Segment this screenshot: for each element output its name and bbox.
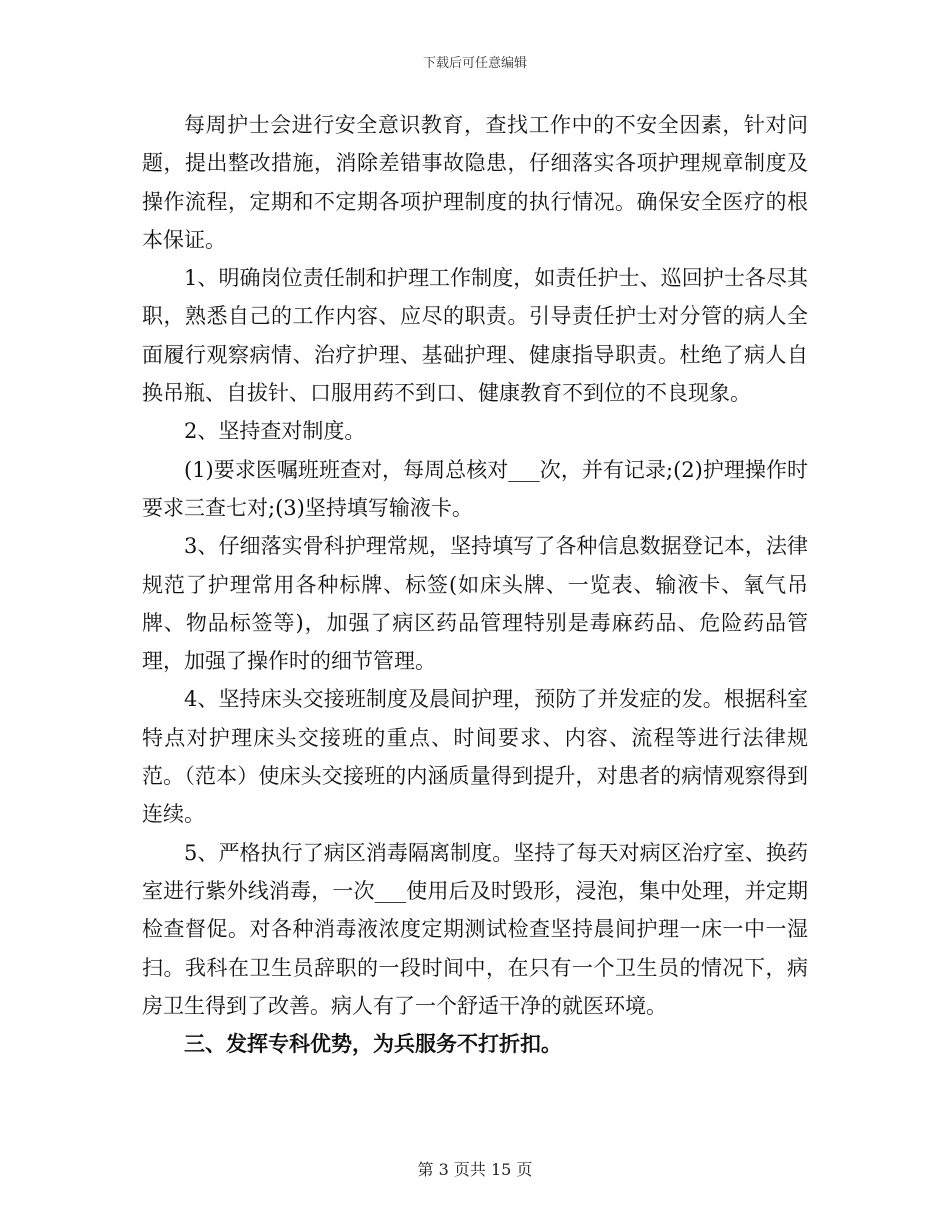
paragraph-item-4: 4、坚持床头交接班制度及晨间护理，预防了并发症的发。根据科室特点对护理床头交接班的重点、时间要求、内容、流程等进行法律规范。（范本）使床头交接班的内涵质量得到提升，对患者的病情观察得到连续。 [142, 687, 808, 827]
document-body [142, 106, 808, 1063]
page-footer: 第 3 页共 15 页 [417, 1160, 533, 1179]
paragraph-item-3: 3、仔细落实骨科护理常规，坚持填写了各种信息数据登记本，法律规范了护理常用各种标牌、标签(如床头牌、一览表、输液卡、氧气吊牌、物品标签等)，加强了病区药品管理特别是毒麻药品、危险药品管理，加强了操作时的细节管理。 [142, 534, 808, 674]
paragraph-item-2: 2、坚持查对制度。 [184, 419, 366, 444]
paragraph-item-5: 5、严格执行了病区消毒隔离制度。坚持了每天对病区治疗室、换药室进行紫外线消毒，一次___使用后及时毁形，浸泡，集中处理，并定期检查督促。对各种消毒液浓度定期测试检查坚持晨间护理一床一中一湿扫。我科在卫生员辞职的一段时间中，在只有一个卫生员的情况下，病房卫生得到了改善。病人有了一个舒适干净的就医环境。 [142, 840, 808, 1018]
paragraph-item-1: 1、明确岗位责任制和护理工作制度，如责任护士、巡回护士各尽其职，熟悉自己的工作内容、应尽的职责。引导责任护士对分管的病人全面履行观察病情、治疗护理、基础护理、健康指导职责。杜绝了病人自换吊瓶、自拔针、口服用药不到口、健康教育不到位的不良现象。 [142, 266, 808, 406]
section-heading-3: 三、发挥专科优势，为兵服务不打折扣。 [184, 1031, 562, 1057]
paragraph-safety-education: 每周护士会进行安全意识教育，查找工作中的不安全因素，针对问题，提出整改措施，消除差错事故隐患，仔细落实各项护理规章制度及操作流程，定期和不定期各项护理制度的执行情况。确保安全医疗的根本保证。 [142, 113, 808, 252]
paragraph-item-2-details: (1)要求医嘱班班查对，每周总核对___次，并有记录;(2)护理操作时要求三查七对;(3)坚持填写输液卡。 [142, 457, 808, 520]
page-header: 下载后可任意编辑 [422, 56, 527, 71]
